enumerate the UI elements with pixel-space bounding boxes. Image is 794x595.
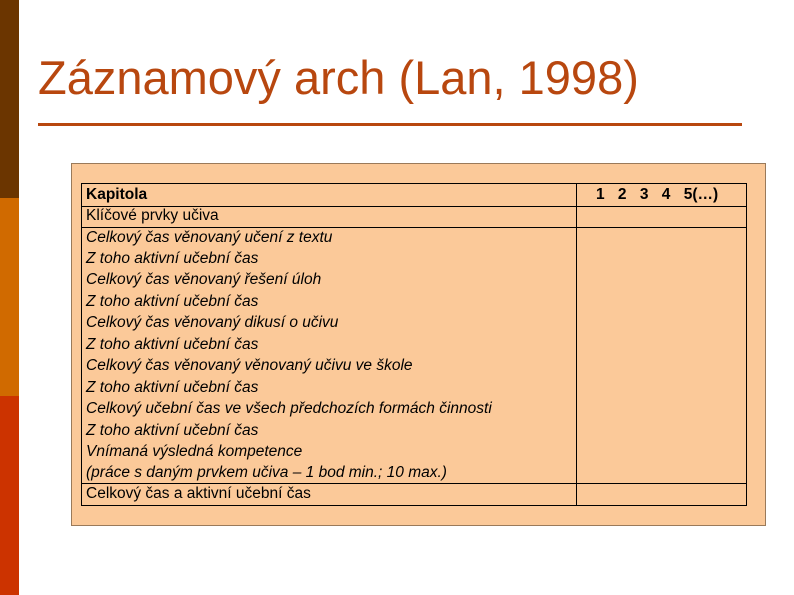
table-row: Z toho aktivní učební čas (86, 293, 259, 310)
table-row: Celkový čas věnovaný řešení úloh (86, 271, 322, 288)
table-row: Z toho aktivní učební čas (86, 250, 259, 267)
table-row: Z toho aktivní učební čas (86, 422, 259, 439)
table-row: (práce s daným prvkem učiva – 1 bod min.; 10 max.) (86, 464, 447, 481)
table-row: Vnímaná výsledná kompetence (86, 443, 303, 460)
table-row: Celkový čas věnovaný věnovaný učivu ve škole (86, 357, 413, 374)
column-divider (576, 184, 577, 505)
sidebar-stripe-bottom (0, 396, 19, 595)
sidebar-stripe-top (0, 0, 19, 198)
title-underline (38, 123, 742, 126)
row-divider (82, 227, 746, 228)
slide-title: Záznamový arch (Lan, 1998) (38, 51, 639, 104)
table-row: Celkový čas a aktivní učební čas (86, 485, 311, 502)
table-row: Celkový čas věnovaný učení z textu (86, 229, 333, 246)
table-row: Celkový čas věnovaný dikusí o učivu (86, 314, 339, 331)
row-divider (82, 483, 746, 484)
record-table (81, 183, 747, 506)
table-row: Celkový učební čas ve všech předchozích formách činnosti (86, 400, 492, 417)
table-row: Klíčové prvky učiva (86, 207, 219, 224)
sidebar-stripe-middle (0, 198, 19, 396)
table-row: Z toho aktivní učební čas (86, 379, 259, 396)
header-columns: 1 2 3 4 5(…) (596, 186, 719, 203)
header-label: Kapitola (86, 186, 148, 203)
table-row: Z toho aktivní učební čas (86, 336, 259, 353)
